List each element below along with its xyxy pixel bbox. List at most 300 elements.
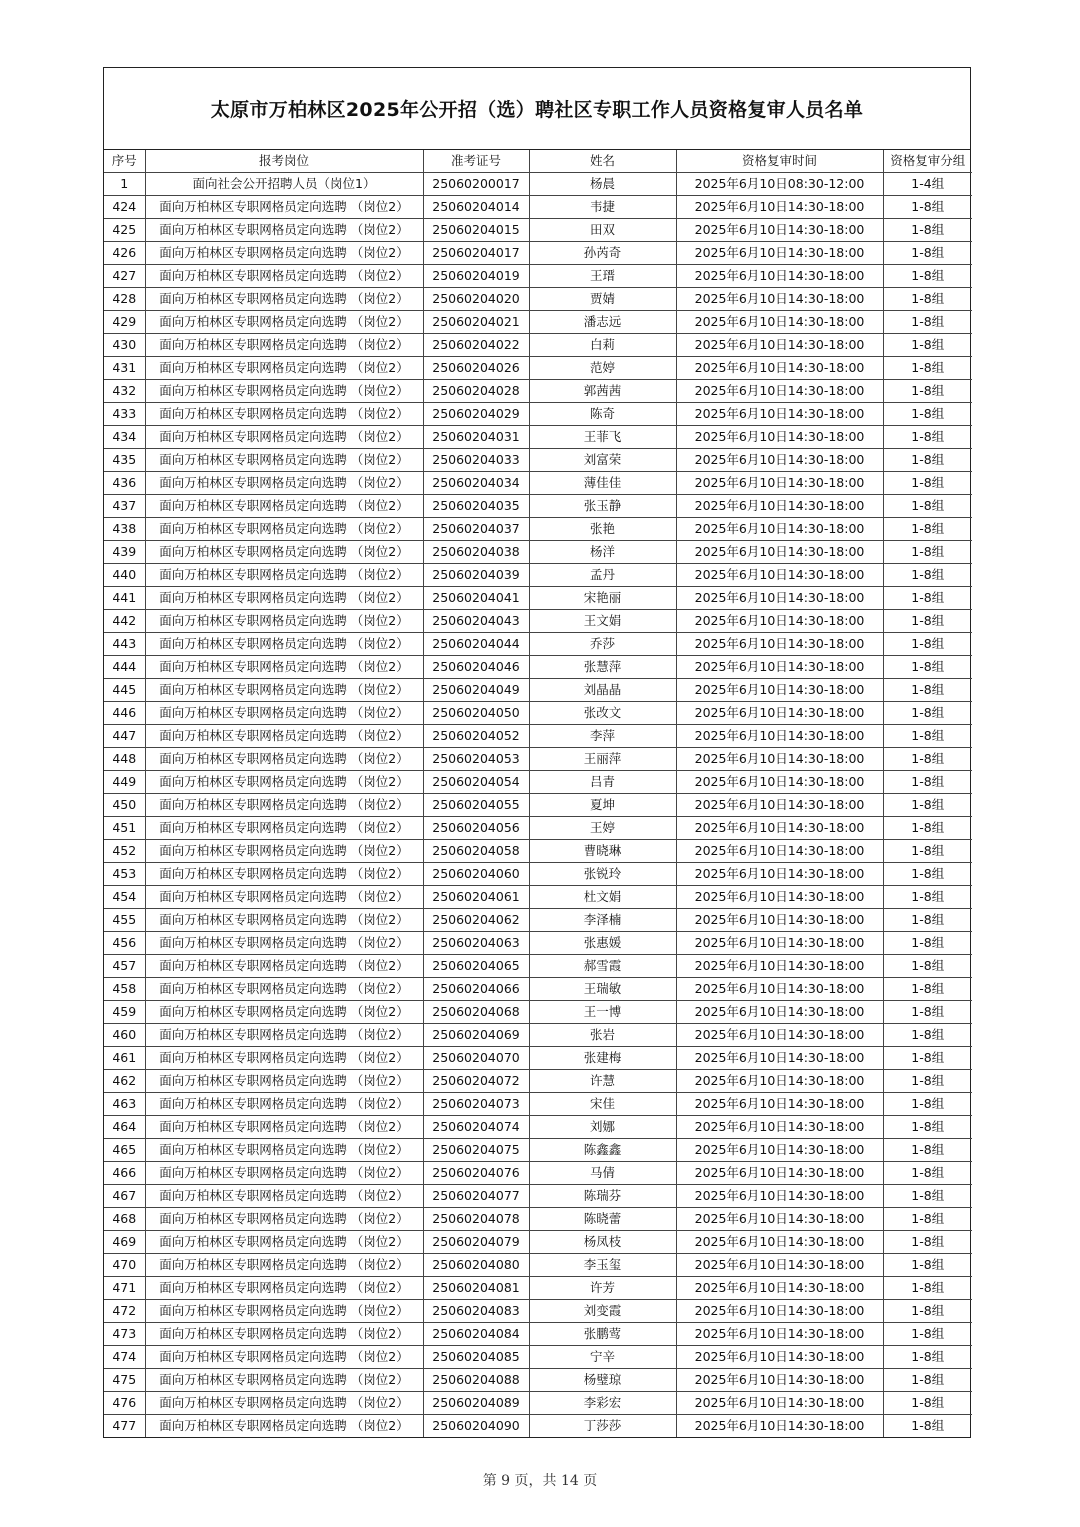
cell-review-time: 2025年6月10日14:30-18:00	[676, 288, 883, 311]
cell-position: 面向万柏林区专职网格员定向选聘 （岗位2）	[145, 909, 423, 932]
cell-exam-id: 25060204054	[423, 771, 529, 794]
cell-review-group: 1-8组	[883, 1185, 972, 1208]
cell-name: 潘志远	[529, 311, 676, 334]
table-row	[104, 1392, 972, 1415]
cell-review-time: 2025年6月10日14:30-18:00	[676, 656, 883, 679]
cell-name: 刘富荣	[529, 449, 676, 472]
cell-name: 张岩	[529, 1024, 676, 1047]
cell-serial: 445	[104, 679, 145, 702]
cell-review-group: 1-8组	[883, 1070, 972, 1093]
table-row	[104, 817, 972, 840]
cell-serial: 431	[104, 357, 145, 380]
cell-review-group: 1-8组	[883, 1139, 972, 1162]
cell-review-group: 1-8组	[883, 1346, 972, 1369]
cell-serial: 426	[104, 242, 145, 265]
cell-review-time: 2025年6月10日14:30-18:00	[676, 863, 883, 886]
table-row	[104, 495, 972, 518]
cell-serial: 444	[104, 656, 145, 679]
cell-position: 面向万柏林区专职网格员定向选聘 （岗位2）	[145, 242, 423, 265]
cell-name: 张建梅	[529, 1047, 676, 1070]
cell-review-time: 2025年6月10日14:30-18:00	[676, 1024, 883, 1047]
cell-name: 韦捷	[529, 196, 676, 219]
cell-serial: 469	[104, 1231, 145, 1254]
table-row	[104, 955, 972, 978]
cell-review-time: 2025年6月10日14:30-18:00	[676, 840, 883, 863]
cell-review-group: 1-8组	[883, 334, 972, 357]
cell-review-group: 1-8组	[883, 196, 972, 219]
cell-position: 面向万柏林区专职网格员定向选聘 （岗位2）	[145, 380, 423, 403]
cell-serial: 432	[104, 380, 145, 403]
cell-serial: 435	[104, 449, 145, 472]
table-row	[104, 656, 972, 679]
cell-position: 面向万柏林区专职网格员定向选聘 （岗位2）	[145, 564, 423, 587]
cell-exam-id: 25060204015	[423, 219, 529, 242]
cell-name: 田双	[529, 219, 676, 242]
cell-position: 面向万柏林区专职网格员定向选聘 （岗位2）	[145, 288, 423, 311]
header-position: 报考岗位	[145, 150, 423, 173]
cell-exam-id: 25060204020	[423, 288, 529, 311]
cell-exam-id: 25060204041	[423, 587, 529, 610]
cell-position: 面向万柏林区专职网格员定向选聘 （岗位2）	[145, 1346, 423, 1369]
cell-review-time: 2025年6月10日14:30-18:00	[676, 633, 883, 656]
cell-position: 面向万柏林区专职网格员定向选聘 （岗位2）	[145, 794, 423, 817]
cell-position: 面向万柏林区专职网格员定向选聘 （岗位2）	[145, 518, 423, 541]
cell-serial: 443	[104, 633, 145, 656]
cell-serial: 447	[104, 725, 145, 748]
cell-review-time: 2025年6月10日14:30-18:00	[676, 1093, 883, 1116]
cell-position: 面向万柏林区专职网格员定向选聘 （岗位2）	[145, 1070, 423, 1093]
cell-review-group: 1-8组	[883, 495, 972, 518]
table-row	[104, 1185, 972, 1208]
cell-review-time: 2025年6月10日14:30-18:00	[676, 1070, 883, 1093]
cell-serial: 436	[104, 472, 145, 495]
cell-review-group: 1-8组	[883, 955, 972, 978]
cell-exam-id: 25060204050	[423, 702, 529, 725]
cell-exam-id: 25060204049	[423, 679, 529, 702]
cell-review-group: 1-8组	[883, 1277, 972, 1300]
cell-review-time: 2025年6月10日14:30-18:00	[676, 610, 883, 633]
table-row	[104, 1024, 972, 1047]
cell-serial: 454	[104, 886, 145, 909]
cell-position: 面向万柏林区专职网格员定向选聘 （岗位2）	[145, 472, 423, 495]
cell-exam-id: 25060204037	[423, 518, 529, 541]
cell-review-time: 2025年6月10日14:30-18:00	[676, 679, 883, 702]
table-row	[104, 1346, 972, 1369]
cell-exam-id: 25060204029	[423, 403, 529, 426]
cell-serial: 424	[104, 196, 145, 219]
cell-review-time: 2025年6月10日14:30-18:00	[676, 1139, 883, 1162]
cell-position: 面向万柏林区专职网格员定向选聘 （岗位2）	[145, 1116, 423, 1139]
cell-review-time: 2025年6月10日14:30-18:00	[676, 1231, 883, 1254]
table-row	[104, 1277, 972, 1300]
cell-position: 面向万柏林区专职网格员定向选聘 （岗位2）	[145, 840, 423, 863]
table-row	[104, 702, 972, 725]
cell-name: 宋艳丽	[529, 587, 676, 610]
cell-name: 王菲飞	[529, 426, 676, 449]
cell-serial: 430	[104, 334, 145, 357]
cell-exam-id: 25060204026	[423, 357, 529, 380]
cell-serial: 441	[104, 587, 145, 610]
cell-exam-id: 25060204085	[423, 1346, 529, 1369]
cell-position: 面向万柏林区专职网格员定向选聘 （岗位2）	[145, 886, 423, 909]
cell-position: 面向万柏林区专职网格员定向选聘 （岗位2）	[145, 610, 423, 633]
cell-serial: 427	[104, 265, 145, 288]
cell-position: 面向万柏林区专职网格员定向选聘 （岗位2）	[145, 955, 423, 978]
table-row	[104, 1047, 972, 1070]
cell-review-group: 1-8组	[883, 242, 972, 265]
table-row	[104, 173, 972, 196]
table-row	[104, 679, 972, 702]
cell-serial: 442	[104, 610, 145, 633]
table-row	[104, 725, 972, 748]
cell-name: 李萍	[529, 725, 676, 748]
cell-name: 宁辛	[529, 1346, 676, 1369]
cell-serial: 477	[104, 1415, 145, 1438]
cell-position: 面向万柏林区专职网格员定向选聘 （岗位2）	[145, 495, 423, 518]
cell-exam-id: 25060204022	[423, 334, 529, 357]
cell-name: 吕青	[529, 771, 676, 794]
table-row	[104, 978, 972, 1001]
cell-name: 张惠媛	[529, 932, 676, 955]
cell-review-group: 1-8组	[883, 357, 972, 380]
cell-name: 杨璧琼	[529, 1369, 676, 1392]
cell-review-group: 1-8组	[883, 886, 972, 909]
cell-serial: 455	[104, 909, 145, 932]
cell-review-time: 2025年6月10日14:30-18:00	[676, 311, 883, 334]
cell-review-time: 2025年6月10日14:30-18:00	[676, 1277, 883, 1300]
cell-review-time: 2025年6月10日14:30-18:00	[676, 817, 883, 840]
cell-position: 面向万柏林区专职网格员定向选聘 （岗位2）	[145, 1024, 423, 1047]
cell-review-time: 2025年6月10日14:30-18:00	[676, 748, 883, 771]
cell-review-time: 2025年6月10日14:30-18:00	[676, 472, 883, 495]
cell-review-group: 1-8组	[883, 311, 972, 334]
table-row	[104, 288, 972, 311]
cell-review-group: 1-8组	[883, 472, 972, 495]
table-row	[104, 242, 972, 265]
cell-name: 王一博	[529, 1001, 676, 1024]
table-row	[104, 1162, 972, 1185]
cell-position: 面向万柏林区专职网格员定向选聘 （岗位2）	[145, 1415, 423, 1438]
cell-review-time: 2025年6月10日14:30-18:00	[676, 403, 883, 426]
table-row	[104, 196, 972, 219]
cell-review-time: 2025年6月10日14:30-18:00	[676, 265, 883, 288]
cell-review-time: 2025年6月10日14:30-18:00	[676, 219, 883, 242]
table-row	[104, 1116, 972, 1139]
table-row	[104, 771, 972, 794]
cell-serial: 434	[104, 426, 145, 449]
cell-serial: 461	[104, 1047, 145, 1070]
cell-serial: 462	[104, 1070, 145, 1093]
cell-exam-id: 25060204058	[423, 840, 529, 863]
cell-name: 王丽萍	[529, 748, 676, 771]
cell-position: 面向万柏林区专职网格员定向选聘 （岗位2）	[145, 771, 423, 794]
cell-serial: 472	[104, 1300, 145, 1323]
cell-exam-id: 25060204046	[423, 656, 529, 679]
cell-position: 面向万柏林区专职网格员定向选聘 （岗位2）	[145, 1254, 423, 1277]
cell-exam-id: 25060204081	[423, 1277, 529, 1300]
cell-exam-id: 25060204075	[423, 1139, 529, 1162]
cell-name: 马倩	[529, 1162, 676, 1185]
table-row	[104, 541, 972, 564]
cell-serial: 463	[104, 1093, 145, 1116]
table-body	[104, 173, 972, 1438]
table-row	[104, 311, 972, 334]
cell-exam-id: 25060204066	[423, 978, 529, 1001]
cell-review-time: 2025年6月10日14:30-18:00	[676, 380, 883, 403]
cell-serial: 448	[104, 748, 145, 771]
cell-exam-id: 25060204052	[423, 725, 529, 748]
table-row	[104, 403, 972, 426]
cell-name: 杨晨	[529, 173, 676, 196]
cell-serial: 456	[104, 932, 145, 955]
cell-review-time: 2025年6月10日14:30-18:00	[676, 909, 883, 932]
cell-position: 面向万柏林区专职网格员定向选聘 （岗位2）	[145, 449, 423, 472]
cell-exam-id: 25060204038	[423, 541, 529, 564]
cell-serial: 468	[104, 1208, 145, 1231]
cell-exam-id: 25060204089	[423, 1392, 529, 1415]
table-row	[104, 472, 972, 495]
cell-name: 杜文娟	[529, 886, 676, 909]
cell-review-group: 1-8组	[883, 1024, 972, 1047]
cell-name: 王婷	[529, 817, 676, 840]
cell-name: 许慧	[529, 1070, 676, 1093]
cell-position: 面向万柏林区专职网格员定向选聘 （岗位2）	[145, 725, 423, 748]
cell-serial: 425	[104, 219, 145, 242]
cell-review-time: 2025年6月10日14:30-18:00	[676, 541, 883, 564]
cell-review-time: 2025年6月10日14:30-18:00	[676, 1047, 883, 1070]
cell-name: 陈奇	[529, 403, 676, 426]
cell-exam-id: 25060204079	[423, 1231, 529, 1254]
cell-exam-id: 25060204065	[423, 955, 529, 978]
cell-review-group: 1-8组	[883, 748, 972, 771]
cell-position: 面向万柏林区专职网格员定向选聘 （岗位2）	[145, 1369, 423, 1392]
table-row	[104, 265, 972, 288]
cell-name: 李泽楠	[529, 909, 676, 932]
table-row	[104, 863, 972, 886]
cell-review-time: 2025年6月10日08:30-12:00	[676, 173, 883, 196]
cell-review-time: 2025年6月10日14:30-18:00	[676, 978, 883, 1001]
cell-position: 面向万柏林区专职网格员定向选聘 （岗位2）	[145, 1323, 423, 1346]
cell-review-group: 1-8组	[883, 288, 972, 311]
cell-review-time: 2025年6月10日14:30-18:00	[676, 1323, 883, 1346]
cell-review-group: 1-8组	[883, 1231, 972, 1254]
cell-review-group: 1-8组	[883, 771, 972, 794]
cell-exam-id: 25060204021	[423, 311, 529, 334]
table-row	[104, 587, 972, 610]
table-row	[104, 1369, 972, 1392]
cell-position: 面向万柏林区专职网格员定向选聘 （岗位2）	[145, 1231, 423, 1254]
cell-name: 王文娟	[529, 610, 676, 633]
cell-review-time: 2025年6月10日14:30-18:00	[676, 1001, 883, 1024]
cell-review-time: 2025年6月10日14:30-18:00	[676, 771, 883, 794]
cell-exam-id: 25060204014	[423, 196, 529, 219]
cell-name: 许芳	[529, 1277, 676, 1300]
table-row	[104, 610, 972, 633]
cell-name: 刘晶晶	[529, 679, 676, 702]
cell-serial: 470	[104, 1254, 145, 1277]
cell-review-group: 1-8组	[883, 702, 972, 725]
cell-serial: 465	[104, 1139, 145, 1162]
cell-name: 孟丹	[529, 564, 676, 587]
cell-name: 乔莎	[529, 633, 676, 656]
table-row	[104, 1001, 972, 1024]
cell-exam-id: 25060204019	[423, 265, 529, 288]
cell-review-time: 2025年6月10日14:30-18:00	[676, 1346, 883, 1369]
cell-exam-id: 25060204076	[423, 1162, 529, 1185]
cell-exam-id: 25060204068	[423, 1001, 529, 1024]
cell-position: 面向万柏林区专职网格员定向选聘 （岗位2）	[145, 679, 423, 702]
cell-review-time: 2025年6月10日14:30-18:00	[676, 932, 883, 955]
table-row	[104, 932, 972, 955]
cell-exam-id: 25060204033	[423, 449, 529, 472]
cell-serial: 438	[104, 518, 145, 541]
cell-review-group: 1-8组	[883, 1323, 972, 1346]
cell-serial: 459	[104, 1001, 145, 1024]
cell-position: 面向社会公开招聘人员（岗位1）	[145, 173, 423, 196]
cell-position: 面向万柏林区专职网格员定向选聘 （岗位2）	[145, 978, 423, 1001]
cell-review-group: 1-8组	[883, 1162, 972, 1185]
cell-position: 面向万柏林区专职网格员定向选聘 （岗位2）	[145, 1185, 423, 1208]
cell-position: 面向万柏林区专职网格员定向选聘 （岗位2）	[145, 1162, 423, 1185]
cell-exam-id: 25060204069	[423, 1024, 529, 1047]
cell-exam-id: 25060204044	[423, 633, 529, 656]
cell-serial: 428	[104, 288, 145, 311]
cell-exam-id: 25060204035	[423, 495, 529, 518]
cell-name: 贾婧	[529, 288, 676, 311]
cell-name: 陈晓蕾	[529, 1208, 676, 1231]
cell-review-time: 2025年6月10日14:30-18:00	[676, 334, 883, 357]
cell-review-time: 2025年6月10日14:30-18:00	[676, 518, 883, 541]
cell-name: 李彩宏	[529, 1392, 676, 1415]
cell-serial: 453	[104, 863, 145, 886]
cell-position: 面向万柏林区专职网格员定向选聘 （岗位2）	[145, 1208, 423, 1231]
document-title: 太原市万柏林区2025年公开招（选）聘社区专职工作人员资格复审人员名单	[104, 68, 970, 150]
cell-name: 王瑨	[529, 265, 676, 288]
cell-review-time: 2025年6月10日14:30-18:00	[676, 1185, 883, 1208]
cell-exam-id: 25060204084	[423, 1323, 529, 1346]
cell-review-group: 1-8组	[883, 564, 972, 587]
cell-name: 陈瑞芬	[529, 1185, 676, 1208]
cell-position: 面向万柏林区专职网格员定向选聘 （岗位2）	[145, 932, 423, 955]
cell-position: 面向万柏林区专职网格员定向选聘 （岗位2）	[145, 702, 423, 725]
cell-review-group: 1-8组	[883, 541, 972, 564]
cell-exam-id: 25060204062	[423, 909, 529, 932]
cell-name: 李玉玺	[529, 1254, 676, 1277]
cell-name: 张锐玲	[529, 863, 676, 886]
cell-review-time: 2025年6月10日14:30-18:00	[676, 495, 883, 518]
cell-name: 曹晓琳	[529, 840, 676, 863]
cell-review-group: 1-8组	[883, 1300, 972, 1323]
cell-position: 面向万柏林区专职网格员定向选聘 （岗位2）	[145, 219, 423, 242]
cell-serial: 446	[104, 702, 145, 725]
cell-position: 面向万柏林区专职网格员定向选聘 （岗位2）	[145, 633, 423, 656]
table-row	[104, 334, 972, 357]
cell-review-group: 1-8组	[883, 725, 972, 748]
cell-serial: 475	[104, 1369, 145, 1392]
cell-serial: 439	[104, 541, 145, 564]
cell-serial: 458	[104, 978, 145, 1001]
cell-review-group: 1-8组	[883, 794, 972, 817]
cell-review-group: 1-8组	[883, 1116, 972, 1139]
cell-review-group: 1-8组	[883, 863, 972, 886]
cell-review-group: 1-8组	[883, 587, 972, 610]
table-row	[104, 380, 972, 403]
cell-position: 面向万柏林区专职网格员定向选聘 （岗位2）	[145, 1001, 423, 1024]
cell-exam-id: 25060204060	[423, 863, 529, 886]
cell-name: 郭茜茜	[529, 380, 676, 403]
cell-name: 白莉	[529, 334, 676, 357]
cell-position: 面向万柏林区专职网格员定向选聘 （岗位2）	[145, 196, 423, 219]
cell-review-group: 1-8组	[883, 1093, 972, 1116]
cell-review-group: 1-8组	[883, 610, 972, 633]
cell-review-time: 2025年6月10日14:30-18:00	[676, 1116, 883, 1139]
cell-name: 郝雪霞	[529, 955, 676, 978]
cell-serial: 457	[104, 955, 145, 978]
cell-position: 面向万柏林区专职网格员定向选聘 （岗位2）	[145, 1139, 423, 1162]
cell-serial: 440	[104, 564, 145, 587]
cell-review-group: 1-8组	[883, 932, 972, 955]
cell-serial: 460	[104, 1024, 145, 1047]
cell-serial: 1	[104, 173, 145, 196]
cell-review-group: 1-8组	[883, 265, 972, 288]
cell-exam-id: 25060200017	[423, 173, 529, 196]
cell-review-group: 1-8组	[883, 656, 972, 679]
cell-serial: 471	[104, 1277, 145, 1300]
cell-review-time: 2025年6月10日14:30-18:00	[676, 794, 883, 817]
cell-review-group: 1-8组	[883, 449, 972, 472]
table-row	[104, 564, 972, 587]
cell-review-group: 1-8组	[883, 219, 972, 242]
table-row	[104, 518, 972, 541]
cell-position: 面向万柏林区专职网格员定向选聘 （岗位2）	[145, 863, 423, 886]
cell-review-group: 1-8组	[883, 1001, 972, 1024]
cell-review-group: 1-8组	[883, 1392, 972, 1415]
cell-review-time: 2025年6月10日14:30-18:00	[676, 1369, 883, 1392]
cell-position: 面向万柏林区专职网格员定向选聘 （岗位2）	[145, 656, 423, 679]
cell-serial: 449	[104, 771, 145, 794]
table-row	[104, 1231, 972, 1254]
cell-serial: 452	[104, 840, 145, 863]
cell-name: 夏坤	[529, 794, 676, 817]
cell-name: 张慧萍	[529, 656, 676, 679]
cell-name: 范婷	[529, 357, 676, 380]
cell-exam-id: 25060204063	[423, 932, 529, 955]
cell-exam-id: 25060204055	[423, 794, 529, 817]
table-row	[104, 357, 972, 380]
cell-review-time: 2025年6月10日14:30-18:00	[676, 1392, 883, 1415]
table-row	[104, 1139, 972, 1162]
document-sheet	[103, 67, 971, 1438]
table-row	[104, 840, 972, 863]
header-review-time: 资格复审时间	[676, 150, 883, 173]
cell-serial: 466	[104, 1162, 145, 1185]
cell-review-time: 2025年6月10日14:30-18:00	[676, 449, 883, 472]
cell-position: 面向万柏林区专职网格员定向选聘 （岗位2）	[145, 1300, 423, 1323]
cell-review-time: 2025年6月10日14:30-18:00	[676, 357, 883, 380]
table-row	[104, 794, 972, 817]
table-row	[104, 1093, 972, 1116]
cell-review-group: 1-8组	[883, 380, 972, 403]
cell-name: 杨凤枝	[529, 1231, 676, 1254]
header-exam-id: 准考证号	[423, 150, 529, 173]
cell-review-time: 2025年6月10日14:30-18:00	[676, 702, 883, 725]
cell-exam-id: 25060204088	[423, 1369, 529, 1392]
cell-position: 面向万柏林区专职网格员定向选聘 （岗位2）	[145, 357, 423, 380]
table-row	[104, 1415, 972, 1438]
table-row	[104, 1208, 972, 1231]
cell-exam-id: 25060204078	[423, 1208, 529, 1231]
cell-exam-id: 25060204061	[423, 886, 529, 909]
